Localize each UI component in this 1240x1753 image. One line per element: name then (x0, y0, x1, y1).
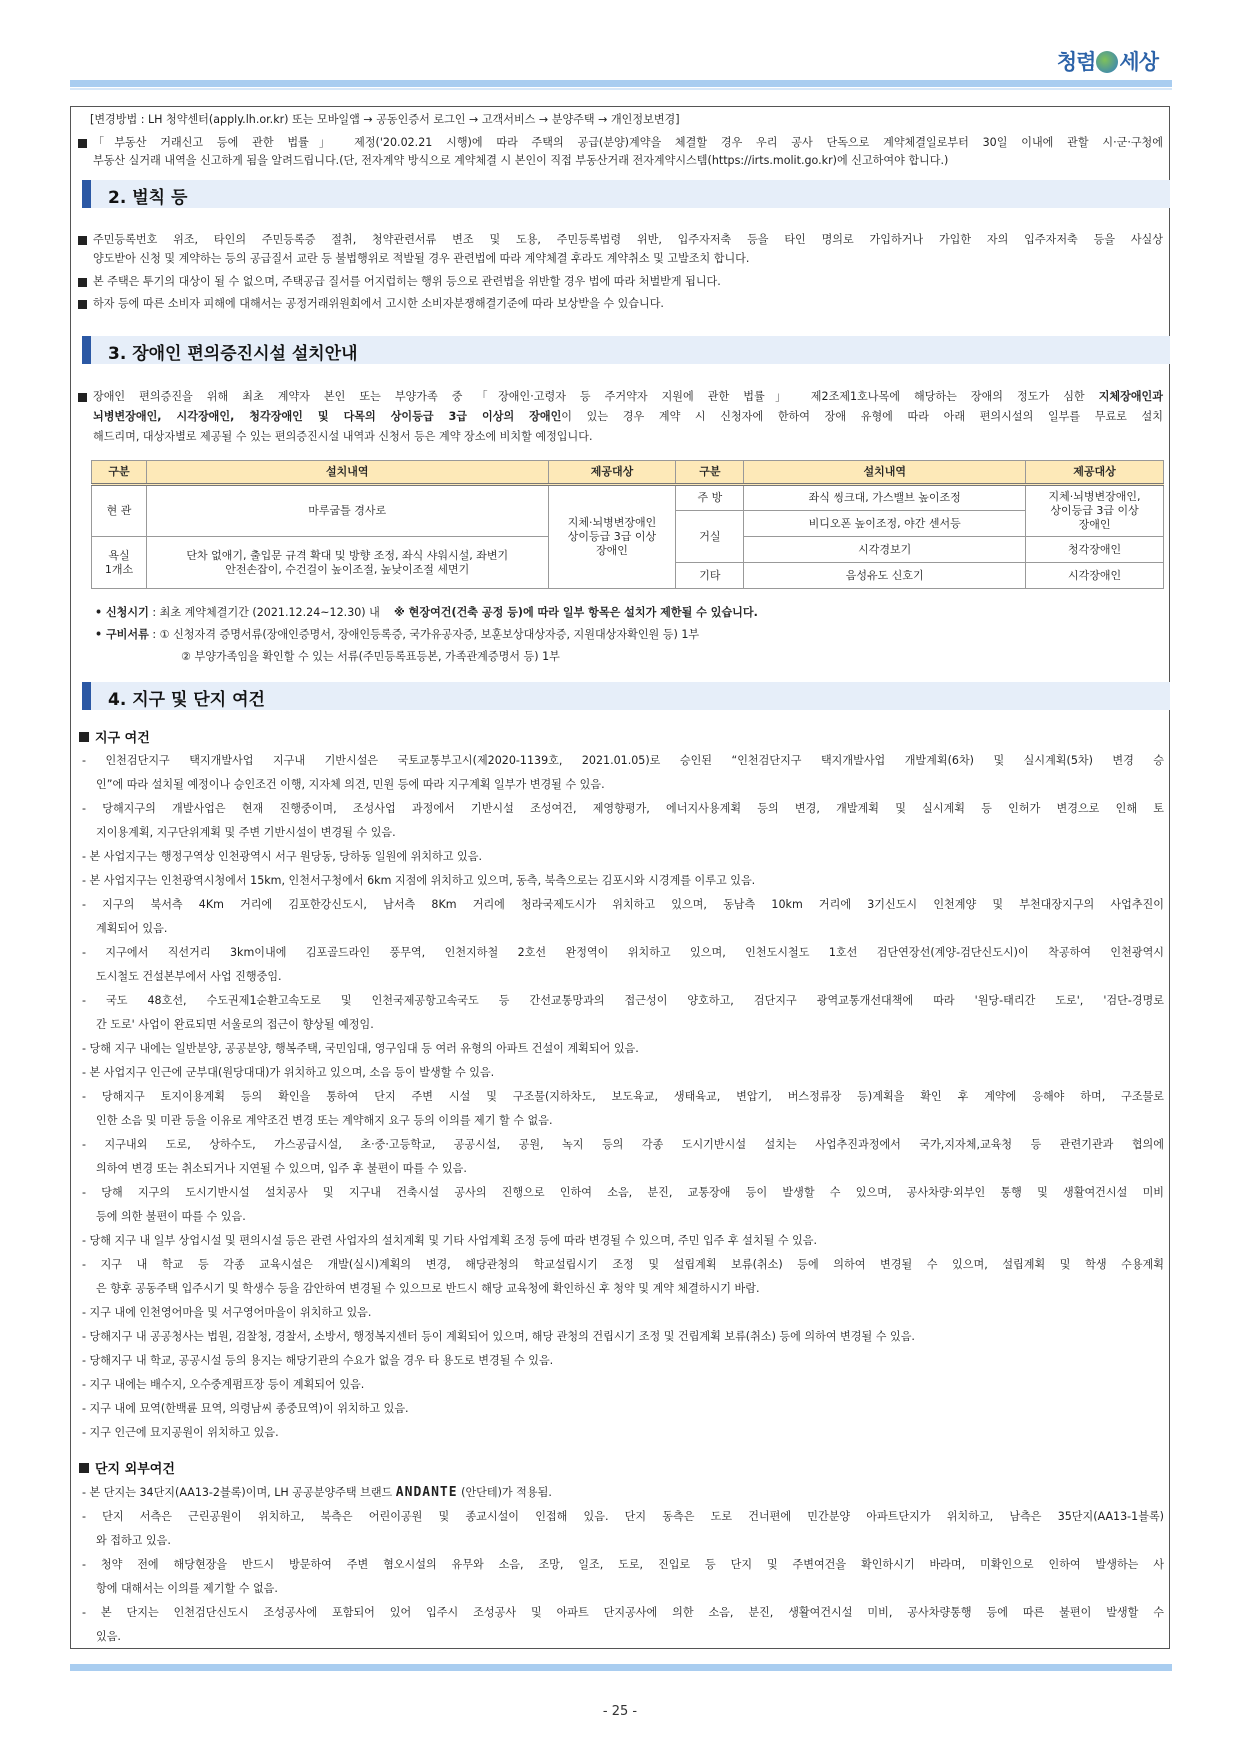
section-heading-penalty (82, 180, 1170, 208)
table-header: 구분 (676, 461, 744, 485)
table-cell: 단차 없애기, 출입문 규격 확대 및 방향 조정, 좌식 샤워시설, 좌변기 안전손잡이, 수건걸이 높이조절, 높낮이조절 세면기 (146, 537, 548, 589)
list-item: 등에 의한 불편이 따를 수 있음. (96, 1210, 246, 1223)
table-cell: 지체·뇌병변장애인, 상이등급 3급 이상 장애인 (1026, 485, 1164, 537)
subheading-complex: 단지 외부여건 (79, 1458, 175, 1477)
change-method: [변경방법 : LH 청약센터(apply.lh.or.kr) 또는 모바일앱 → 공동인증서 로그인 → 고객서비스 → 분양주택 → 개인정보변경] (90, 113, 680, 126)
heading-bar (82, 682, 91, 710)
table-header: 제공대상 (548, 461, 676, 485)
list-item: - 지구 인근에 묘지공원이 위치하고 있음. (82, 1426, 279, 1439)
table-cell: 거실 (676, 511, 744, 563)
list-item: - 지구에서 직선거리 3km이내에 김포골드라인 풍무역, 인천지하철 2호선 완정역이 위치하고 있으며, 인천도시철도 1호선 검단연장선(계양-검단신도시)이 착공하여 인천광역시 (82, 946, 1164, 959)
list-item: 은 향후 공동주택 입주시기 및 학생수 등을 감안하여 변경될 수 있으므로 반드시 해당 교육청에 확인하신 후 청약 및 계약 체결하시기 바람. (96, 1282, 760, 1295)
square-bullet-icon (78, 139, 87, 148)
heading-bar (82, 336, 91, 364)
table-cell: 지체·뇌병변장애인 상이등급 3급 이상 장애인 (548, 485, 676, 589)
realty-report-line: 부동산 실거래 내역을 신고하게 됨을 알려드립니다.(단, 전자계약 방식으로 계약체결 시 본인이 직접 부동산거래 전자계약시스템(https://irts.molit.go.kr)에 신고하여야 합니다.) (93, 154, 949, 167)
table-header: 제공대상 (1026, 461, 1164, 485)
list-item: - 인천검단지구 택지개발사업 지구내 기반시설은 국토교통부고시(제2020-1139호, 2021.01.05)로 승인된 “인천검단지구 택지개발사업 개발계획(6차) 및 실시계획(5차) 변경 승 (82, 754, 1164, 767)
section-heading-accessibility (82, 336, 1170, 364)
accessibility-para: 뇌병변장애인, 시각장애인, 청각장애인 및 다목의 상이등급 3급 이상의 장애인이 있는 경우 계약 시 신청자에 한하여 장애 유형에 따라 아래 편의시설의 일부를 무료로 설치 (93, 410, 1163, 423)
table-header: 구분 (92, 461, 147, 485)
table-cell: 청각장애인 (1026, 537, 1164, 563)
list-item: 인한 소음 및 미관 등을 이유로 계약조건 변경 또는 계약해지 요구 등의 이의를 제기 할 수 없음. (96, 1114, 553, 1127)
list-item: - 당해 지구 내에는 일반분양, 공공분양, 행복주택, 국민임대, 영구임대 등 여러 유형의 아파트 건설이 계획되어 있음. (82, 1042, 639, 1055)
square-bullet-icon (79, 732, 89, 742)
square-bullet-icon (78, 300, 87, 309)
list-item: - 본 사업지구는 행정구역상 인천광역시 서구 원당동, 당하동 일원에 위치하고 있음. (82, 850, 482, 863)
square-bullet-icon (78, 236, 87, 245)
list-item: 하자 등에 따른 소비자 피해에 대해서는 공정거래위원회에서 고시한 소비자분쟁해결기준에 따라 보상받을 수 있습니다. (93, 297, 664, 310)
realty-report-line: 「부동산 거래신고 등에 관한 법률」 제정('20.02.21 시행)에 따라 주택의 공급(분양)계약을 체결할 경우 우리 공사 단독으로 계약체결일로부터 30일 이내에 관할 시·군·구청에 (93, 136, 1163, 149)
list-item: 주민등록번호 위조, 타인의 주민등록증 절취, 청약관련서류 변조 및 도용, 주민등록법령 위반, 입주자저축 등을 타인 명의로 가입하거나 가입한 자의 입주자저축 등을 사실상 (93, 233, 1163, 246)
list-item: - 당해지구 내 공공청사는 법원, 검찰청, 경찰서, 소방서, 행정복지센터 등이 계획되어 있으며, 해당 관청의 건립시기 조정 및 건립계획 보류(취소) 등에 의하여 변경될 수 있음. (82, 1330, 915, 1343)
section-heading-district (82, 682, 1170, 710)
top-band-thin (70, 88, 1172, 90)
list-item: - 청약 전에 해당현장을 반드시 방문하여 주변 혐오시설의 유무와 소음, 조망, 일조, 도로, 진입로 등 단지 및 주변여건을 확인하시기 바라며, 미확인으로 인하여 발생하는 사 (82, 1558, 1164, 1571)
facility-table (91, 460, 1164, 589)
table-header-row (92, 461, 1164, 485)
list-item: 와 접하고 있음. (96, 1534, 171, 1547)
table-cell: 비디오폰 높이조정, 야간 센서등 (744, 511, 1026, 537)
table-cell: 주 방 (676, 485, 744, 511)
list-item: - 본 사업지구 인근에 군부대(원당대대)가 위치하고 있으며, 소음 등이 발생할 수 있음. (82, 1066, 495, 1079)
required-docs: • 구비서류 : ① 신청자격 증명서류(장애인증명서, 장애인등록증, 국가유공자증, 보훈보상대상자증, 지원대상자확인원 등) 1부 (95, 628, 700, 641)
list-item: 의하여 변경 또는 취소되거나 지연될 수 있으며, 입주 후 불편이 따를 수 있음. (96, 1162, 467, 1175)
globe-icon (1096, 51, 1118, 73)
list-item: - 지구 내에 묘역(한백륜 묘역, 의령남씨 종중묘역)이 위치하고 있음. (82, 1402, 409, 1415)
list-item: - 지구내외 도로, 상하수도, 가스공급시설, 초·중·고등학교, 공공시설, 공원, 녹지 등의 각종 도시기반시설 설치는 사업추진과정에서 국가,지자체,교육청 등 관련기관과 협의에 (82, 1138, 1164, 1151)
table-row (92, 485, 1164, 511)
apply-period: • 신청시기 : 최초 계약체결기간 (2021.12.24~12.30) 내 ※ 현장여건(건축 공정 등)에 따라 일부 항목은 설치가 제한될 수 있습니다. (95, 606, 758, 619)
table-cell: 시각경보기 (744, 537, 1026, 563)
list-item: 항에 대해서는 이의를 제기할 수 없음. (96, 1582, 278, 1595)
list-item: - 본 단지는 34단지(AA13-2블록)이며, LH 공공분양주택 브랜드 ANDANTE (안단테)가 적용됨. (82, 1485, 552, 1500)
list-item: - 단지 서측은 근린공원이 위치하고, 북측은 어린이공원 및 종교시설이 인접해 있음. 단지 동측은 도로 건너편에 민간분양 아파트단지가 위치하고, 남측은 35단지(AA13-1블록) (82, 1510, 1164, 1523)
table-cell: 시각장애인 (1026, 563, 1164, 589)
square-bullet-icon (78, 393, 87, 402)
list-item: 있음. (96, 1630, 121, 1643)
list-item: 계획되어 있음. (96, 922, 168, 935)
subheading-district: 지구 여건 (79, 727, 150, 746)
list-item: - 국도 48호선, 수도권제1순환고속도로 및 인천국제공항고속국도 등 간선교통망과의 접근성이 양호하고, 검단지구 광역교통개선대책에 따라 '원당-태리간 도로', '검단-경명로 (82, 994, 1164, 1007)
table-cell: 마루굽틀 경사로 (146, 485, 548, 537)
list-item: 인”에 따라 설치될 예정이나 승인조건 이행, 지자체 의견, 민원 등에 따라 지구계획 일부가 변경될 수 있음. (96, 778, 605, 791)
section-title: 2. 벌칙 등 (108, 188, 188, 208)
page-number: - 25 - (602, 1704, 638, 1719)
list-item: - 지구 내에 인천영어마을 및 서구영어마을이 위치하고 있음. (82, 1306, 372, 1319)
list-item: 본 주택은 투기의 대상이 될 수 없으며, 주택공급 질서를 어지럽히는 행위 등으로 관련법을 위반할 경우 법에 따라 처벌받게 됩니다. (93, 275, 721, 288)
list-item: - 당해 지구 내 일부 상업시설 및 편의시설 등은 관련 사업자의 설치계획 및 기타 사업계획 조정 등에 따라 변경될 수 있으며, 주민 입주 후 설치될 수 있음. (82, 1234, 818, 1247)
list-item: - 당해지구 내 학교, 공공시설 등의 용지는 해당기관의 수요가 없을 경우 타 용도로 변경될 수 있음. (82, 1354, 554, 1367)
table-cell: 음성유도 신호기 (744, 563, 1026, 589)
section-title: 3. 장애인 편의증진시설 설치안내 (108, 344, 358, 364)
andante-brand-logo: ANDANTE (395, 1485, 458, 1500)
list-item: - 당해 지구의 도시기반시설 설치공사 및 지구내 건축시설 공사의 진행으로 인하여 소음, 분진, 교통장애 등이 발생할 수 있으며, 공사차량·외부인 통행 및 생활여건시설 미비 (82, 1186, 1165, 1199)
list-item: - 본 사업지구는 인천광역시청에서 15km, 인천서구청에서 6km 지점에 위치하고 있으며, 동측, 북측으로는 김포시와 시경계를 이루고 있음. (82, 874, 756, 887)
list-item: - 본 단지는 인천검단신도시 조성공사에 포함되어 있어 입주시 조성공사 및 아파트 단지공사에 의한 소음, 분진, 생활여건시설 미비, 공사차량통행 등에 따른 불편이 발생할 수 (82, 1606, 1164, 1619)
list-item: - 당해지구 토지이용계획 등의 확인을 통하여 단지 주변 시설 및 구조물(지하차도, 보도육교, 생태육교, 변압기, 버스정류장 등)계획을 확인 후 계약에 응해야 하며, 구조물로 (82, 1090, 1164, 1103)
list-item: - 당해지구의 개발사업은 현재 진행중이며, 조성사업 과정에서 기반시설 조성여건, 제영향평가, 에너지사용계획 등의 변경, 개발계획 및 실시계획 등 인허가 변경으로 인해 토 (82, 802, 1164, 815)
list-item: 지이용계획, 지구단위계획 및 주변 기반시설이 변경될 수 있음. (96, 826, 396, 839)
list-item: 도시철도 건설본부에서 사업 진행중임. (96, 970, 282, 983)
list-item: 양도받아 신청 및 계약하는 등의 공급질서 교란 등 불법행위로 적발될 경우 관련법에 따라 계약체결 후라도 계약취소 및 고발조치 합니다. (93, 252, 750, 265)
list-item: - 지구의 북서측 4Km 거리에 김포한강신도시, 남서측 8Km 거리에 청라국제도시가 위치하고 있으며, 동남측 10km 거리에 3기신도시 인천계양 및 부천대장지구의 사업추진이 (82, 898, 1164, 911)
accessibility-para: 해드리며, 대상자별로 제공될 수 있는 편의증진시설 내역과 신청서 등은 계약 장소에 비치할 예정입니다. (93, 430, 593, 443)
top-band (70, 80, 1172, 87)
table-cell: 현 관 (92, 485, 147, 537)
heading-bar (82, 180, 91, 208)
table-cell: 좌식 씽크대, 가스밸브 높이조정 (744, 485, 1026, 511)
list-item: - 지구 내 학교 등 각종 교육시설은 개발(실시)계획의 변경, 해당관청의 학교설립시기 조정 및 설립계획 보류(취소) 등에 의하여 변경될 수 있으며, 설립계획 및 학생 수용계획 (82, 1258, 1164, 1271)
table-header: 설치내역 (146, 461, 548, 485)
required-docs: ② 부양가족임을 확인할 수 있는 서류(주민등록표등본, 가족관계증명서 등) 1부 (181, 650, 560, 663)
list-item: 간 도로' 사업이 완료되면 서울로의 접근이 향상될 예정임. (96, 1018, 374, 1031)
table-cell: 욕실 1개소 (92, 537, 147, 589)
accessibility-para: 장애인 편의증진을 위해 최초 계약자 본인 또는 부양가족 중 「장애인·고령자 등 주거약자 지원에 관한 법률」 제2조제1호나목에 해당하는 장애의 정도가 심한 지체장애인과 (93, 390, 1163, 403)
section-title: 4. 지구 및 단지 여건 (108, 690, 265, 710)
list-item: - 지구 내에는 배수지, 오수중계펌프장 등이 계획되어 있음. (82, 1378, 365, 1391)
square-bullet-icon (79, 1463, 89, 1473)
logo: 청렴 세상 (1056, 49, 1158, 74)
table-header: 설치내역 (744, 461, 1026, 485)
square-bullet-icon (78, 278, 87, 287)
table-cell: 기타 (676, 563, 744, 589)
bottom-band (70, 1664, 1172, 1671)
